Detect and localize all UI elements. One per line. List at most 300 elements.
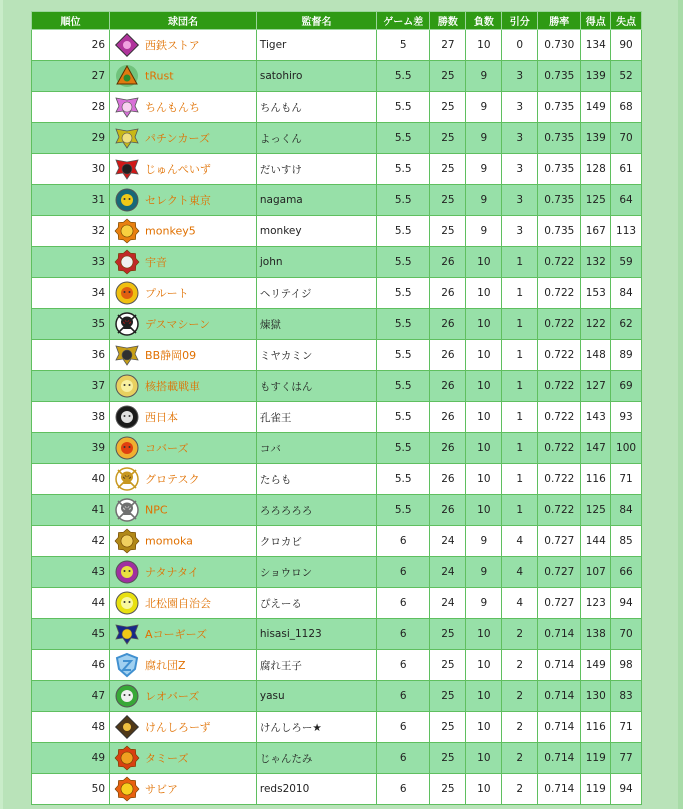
win-pct-cell: 0.722 [538, 309, 581, 340]
team-emblem-icon[interactable] [114, 528, 140, 554]
team-cell [110, 464, 257, 495]
draws-cell: 2 [502, 681, 538, 712]
draws-cell: 1 [502, 247, 538, 278]
team-cell [110, 557, 257, 588]
manager-cell: コバ [256, 433, 376, 464]
rank-cell: 37 [32, 371, 110, 402]
team-emblem-icon[interactable] [114, 497, 140, 523]
draws-cell: 1 [502, 278, 538, 309]
team-link[interactable]: 腐れ団Z [145, 659, 186, 672]
draws-cell: 1 [502, 433, 538, 464]
wins-cell: 24 [430, 557, 466, 588]
runs-scored-cell: 148 [581, 340, 611, 371]
header-rank: 順位 [32, 12, 110, 30]
games-behind-cell: 5.5 [377, 371, 430, 402]
team-cell [110, 30, 257, 61]
runs-allowed-cell: 84 [611, 495, 642, 526]
games-behind-cell: 5.5 [377, 278, 430, 309]
team-cell [110, 681, 257, 712]
manager-cell: もすくはん [256, 371, 376, 402]
team-link[interactable]: Aコーギーズ [145, 628, 208, 641]
manager-cell: けんしろー★ [256, 712, 376, 743]
games-behind-cell: 5.5 [377, 433, 430, 464]
games-behind-cell: 6 [377, 712, 430, 743]
wins-cell: 26 [430, 495, 466, 526]
team-link[interactable]: 北松園自治会 [145, 597, 212, 610]
header-runs-allowed: 失点 [611, 12, 642, 30]
team-emblem-icon[interactable] [114, 590, 140, 616]
table-row [32, 309, 642, 340]
games-behind-cell: 5.5 [377, 464, 430, 495]
team-cell [110, 526, 257, 557]
win-pct-cell: 0.735 [538, 185, 581, 216]
manager-cell: hisasi_1123 [256, 619, 376, 650]
team-link[interactable]: セレクト東京 [145, 194, 211, 207]
team-link[interactable]: タミーズ [145, 752, 189, 765]
table-row [32, 743, 642, 774]
draws-cell: 4 [502, 588, 538, 619]
losses-cell: 10 [466, 774, 502, 805]
runs-scored-cell: 139 [581, 61, 611, 92]
runs-allowed-cell: 52 [611, 61, 642, 92]
runs-scored-cell: 143 [581, 402, 611, 433]
manager-cell: Tiger [256, 30, 376, 61]
table-row [32, 464, 642, 495]
wins-cell: 24 [430, 588, 466, 619]
win-pct-cell: 0.735 [538, 154, 581, 185]
wins-cell: 26 [430, 309, 466, 340]
games-behind-cell: 6 [377, 619, 430, 650]
runs-allowed-cell: 64 [611, 185, 642, 216]
losses-cell: 10 [466, 278, 502, 309]
manager-cell: だいすけ [256, 154, 376, 185]
draws-cell: 2 [502, 619, 538, 650]
team-emblem-icon[interactable] [114, 714, 140, 740]
manager-cell: 腐れ王子 [256, 650, 376, 681]
wins-cell: 25 [430, 681, 466, 712]
team-emblem-icon[interactable] [114, 776, 140, 802]
losses-cell: 9 [466, 123, 502, 154]
runs-scored-cell: 139 [581, 123, 611, 154]
win-pct-cell: 0.714 [538, 712, 581, 743]
win-pct-cell: 0.714 [538, 650, 581, 681]
team-link[interactable]: サビア [145, 783, 179, 796]
team-cell [110, 340, 257, 371]
team-emblem-icon[interactable] [114, 683, 140, 709]
win-pct-cell: 0.714 [538, 774, 581, 805]
runs-scored-cell: 149 [581, 92, 611, 123]
draws-cell: 1 [502, 371, 538, 402]
wins-cell: 25 [430, 154, 466, 185]
win-pct-cell: 0.730 [538, 30, 581, 61]
team-emblem-icon[interactable] [114, 559, 140, 585]
rank-cell: 45 [32, 619, 110, 650]
runs-allowed-cell: 94 [611, 774, 642, 805]
wins-cell: 25 [430, 92, 466, 123]
losses-cell: 10 [466, 30, 502, 61]
losses-cell: 9 [466, 216, 502, 247]
manager-cell: nagama [256, 185, 376, 216]
team-emblem-icon[interactable] [114, 466, 140, 492]
rank-cell: 30 [32, 154, 110, 185]
team-link[interactable]: 西日本 [145, 411, 179, 424]
draws-cell: 0 [502, 30, 538, 61]
games-behind-cell: 5.5 [377, 154, 430, 185]
team-link[interactable]: momoka [145, 534, 193, 548]
draws-cell: 2 [502, 774, 538, 805]
win-pct-cell: 0.727 [538, 526, 581, 557]
games-behind-cell: 5.5 [377, 123, 430, 154]
losses-cell: 10 [466, 495, 502, 526]
runs-allowed-cell: 94 [611, 588, 642, 619]
team-cell [110, 774, 257, 805]
draws-cell: 1 [502, 340, 538, 371]
team-emblem-icon[interactable] [114, 125, 140, 151]
win-pct-cell: 0.722 [538, 464, 581, 495]
team-link[interactable]: レオバーズ [145, 690, 200, 703]
manager-cell: reds2010 [256, 774, 376, 805]
rank-cell: 39 [32, 433, 110, 464]
manager-cell: monkey [256, 216, 376, 247]
team-cell [110, 185, 257, 216]
runs-scored-cell: 138 [581, 619, 611, 650]
losses-cell: 9 [466, 61, 502, 92]
losses-cell: 10 [466, 402, 502, 433]
manager-cell: ぴえーる [256, 588, 376, 619]
draws-cell: 1 [502, 309, 538, 340]
table-row [32, 123, 642, 154]
wins-cell: 25 [430, 743, 466, 774]
rank-cell: 31 [32, 185, 110, 216]
wins-cell: 25 [430, 774, 466, 805]
games-behind-cell: 5.5 [377, 61, 430, 92]
team-emblem-icon[interactable] [114, 745, 140, 771]
rank-cell: 38 [32, 402, 110, 433]
runs-allowed-cell: 84 [611, 278, 642, 309]
losses-cell: 10 [466, 712, 502, 743]
draws-cell: 2 [502, 743, 538, 774]
rank-cell: 43 [32, 557, 110, 588]
wins-cell: 27 [430, 30, 466, 61]
table-row [32, 433, 642, 464]
table-row [32, 495, 642, 526]
manager-cell: john [256, 247, 376, 278]
team-cell [110, 216, 257, 247]
losses-cell: 10 [466, 309, 502, 340]
wins-cell: 26 [430, 371, 466, 402]
team-emblem-icon[interactable] [114, 218, 140, 244]
team-cell [110, 123, 257, 154]
team-cell [110, 92, 257, 123]
runs-allowed-cell: 98 [611, 650, 642, 681]
win-pct-cell: 0.727 [538, 557, 581, 588]
team-link[interactable]: 核搭載戦車 [145, 380, 201, 393]
wins-cell: 26 [430, 402, 466, 433]
runs-allowed-cell: 59 [611, 247, 642, 278]
team-emblem-icon[interactable] [114, 311, 140, 337]
manager-cell: ろろろろろ [256, 495, 376, 526]
table-row [32, 92, 642, 123]
runs-allowed-cell: 70 [611, 619, 642, 650]
wins-cell: 26 [430, 433, 466, 464]
games-behind-cell: 5.5 [377, 495, 430, 526]
header-draws: 引分 [502, 12, 538, 30]
draws-cell: 3 [502, 61, 538, 92]
team-cell [110, 154, 257, 185]
team-link[interactable]: グロテスク [145, 473, 200, 486]
games-behind-cell: 6 [377, 526, 430, 557]
table-row [32, 30, 642, 61]
rank-cell: 41 [32, 495, 110, 526]
wins-cell: 25 [430, 650, 466, 681]
table-row [32, 61, 642, 92]
table-row [32, 247, 642, 278]
games-behind-cell: 5.5 [377, 247, 430, 278]
team-emblem-icon[interactable] [114, 32, 140, 58]
draws-cell: 3 [502, 92, 538, 123]
team-emblem-icon[interactable] [114, 621, 140, 647]
wins-cell: 26 [430, 247, 466, 278]
rank-cell: 42 [32, 526, 110, 557]
team-cell [110, 278, 257, 309]
rank-cell: 32 [32, 216, 110, 247]
games-behind-cell: 6 [377, 681, 430, 712]
team-emblem-icon[interactable] [114, 156, 140, 182]
games-behind-cell: 6 [377, 743, 430, 774]
team-cell [110, 712, 257, 743]
draws-cell: 1 [502, 402, 538, 433]
team-link[interactable]: NPC [145, 503, 168, 517]
manager-cell: クロカビ [256, 526, 376, 557]
games-behind-cell: 5.5 [377, 340, 430, 371]
games-behind-cell: 6 [377, 774, 430, 805]
runs-scored-cell: 130 [581, 681, 611, 712]
team-link[interactable]: ナタナタイ [145, 566, 199, 579]
header-win-pct: 勝率 [538, 12, 581, 30]
team-link[interactable]: プルート [145, 287, 189, 300]
wins-cell: 24 [430, 526, 466, 557]
losses-cell: 10 [466, 619, 502, 650]
games-behind-cell: 5.5 [377, 185, 430, 216]
wins-cell: 26 [430, 278, 466, 309]
header-wins: 勝数 [430, 12, 466, 30]
runs-scored-cell: 128 [581, 154, 611, 185]
win-pct-cell: 0.714 [538, 743, 581, 774]
team-link[interactable]: けんしろーず [145, 721, 211, 734]
team-emblem-icon[interactable] [114, 404, 140, 430]
rank-cell: 29 [32, 123, 110, 154]
games-behind-cell: 6 [377, 588, 430, 619]
rank-cell: 50 [32, 774, 110, 805]
draws-cell: 3 [502, 216, 538, 247]
team-cell [110, 743, 257, 774]
games-behind-cell: 5.5 [377, 216, 430, 247]
team-cell [110, 495, 257, 526]
team-cell [110, 309, 257, 340]
rank-cell: 46 [32, 650, 110, 681]
games-behind-cell: 5 [377, 30, 430, 61]
table-row [32, 712, 642, 743]
team-cell [110, 433, 257, 464]
wins-cell: 25 [430, 216, 466, 247]
win-pct-cell: 0.735 [538, 92, 581, 123]
header-losses: 負数 [466, 12, 502, 30]
runs-scored-cell: 134 [581, 30, 611, 61]
team-emblem-icon[interactable] [114, 94, 140, 120]
win-pct-cell: 0.722 [538, 340, 581, 371]
team-cell [110, 61, 257, 92]
win-pct-cell: 0.735 [538, 216, 581, 247]
team-link[interactable]: コバーズ [145, 442, 189, 455]
runs-allowed-cell: 90 [611, 30, 642, 61]
runs-scored-cell: 125 [581, 495, 611, 526]
manager-cell: よっくん [256, 123, 376, 154]
table-row [32, 557, 642, 588]
team-emblem-icon[interactable] [114, 435, 140, 461]
team-link[interactable]: monkey5 [145, 224, 196, 238]
rank-cell: 27 [32, 61, 110, 92]
draws-cell: 1 [502, 495, 538, 526]
rank-cell: 35 [32, 309, 110, 340]
games-behind-cell: 5.5 [377, 309, 430, 340]
runs-scored-cell: 153 [581, 278, 611, 309]
rank-cell: 48 [32, 712, 110, 743]
runs-allowed-cell: 100 [611, 433, 642, 464]
team-emblem-icon[interactable] [114, 187, 140, 213]
team-emblem-icon[interactable] [114, 280, 140, 306]
runs-scored-cell: 167 [581, 216, 611, 247]
table-header-row [32, 12, 642, 30]
runs-allowed-cell: 68 [611, 92, 642, 123]
runs-scored-cell: 147 [581, 433, 611, 464]
team-link[interactable]: パチンカーズ [145, 132, 210, 145]
runs-allowed-cell: 69 [611, 371, 642, 402]
games-behind-cell: 5.5 [377, 402, 430, 433]
win-pct-cell: 0.722 [538, 247, 581, 278]
team-link[interactable]: 西鉄ストア [145, 39, 200, 52]
runs-scored-cell: 149 [581, 650, 611, 681]
runs-allowed-cell: 66 [611, 557, 642, 588]
team-link[interactable]: 宇音 [145, 256, 168, 269]
team-emblem-icon[interactable] [114, 63, 140, 89]
wins-cell: 25 [430, 619, 466, 650]
team-link[interactable]: デスマシーン [145, 318, 211, 331]
team-link[interactable]: じゅんぺいず [145, 163, 211, 176]
table-row [32, 340, 642, 371]
runs-allowed-cell: 113 [611, 216, 642, 247]
losses-cell: 9 [466, 588, 502, 619]
wins-cell: 26 [430, 464, 466, 495]
rank-cell: 34 [32, 278, 110, 309]
games-behind-cell: 5.5 [377, 92, 430, 123]
header-runs-scored: 得点 [581, 12, 611, 30]
losses-cell: 9 [466, 154, 502, 185]
team-emblem-icon[interactable] [114, 373, 140, 399]
draws-cell: 4 [502, 557, 538, 588]
table-row [32, 371, 642, 402]
team-emblem-icon[interactable] [114, 249, 140, 275]
draws-cell: 2 [502, 712, 538, 743]
losses-cell: 9 [466, 526, 502, 557]
runs-allowed-cell: 85 [611, 526, 642, 557]
draws-cell: 3 [502, 123, 538, 154]
win-pct-cell: 0.735 [538, 123, 581, 154]
table-row [32, 402, 642, 433]
runs-allowed-cell: 89 [611, 340, 642, 371]
team-cell [110, 247, 257, 278]
manager-cell: ちんもん [256, 92, 376, 123]
draws-cell: 1 [502, 464, 538, 495]
rank-cell: 33 [32, 247, 110, 278]
table-row [32, 681, 642, 712]
runs-scored-cell: 132 [581, 247, 611, 278]
losses-cell: 10 [466, 247, 502, 278]
losses-cell: 9 [466, 92, 502, 123]
table-row [32, 619, 642, 650]
runs-allowed-cell: 77 [611, 743, 642, 774]
runs-allowed-cell: 62 [611, 309, 642, 340]
table-row [32, 154, 642, 185]
team-cell [110, 371, 257, 402]
wins-cell: 25 [430, 61, 466, 92]
manager-cell: じゃんたみ [256, 743, 376, 774]
team-cell [110, 619, 257, 650]
losses-cell: 10 [466, 681, 502, 712]
runs-scored-cell: 116 [581, 712, 611, 743]
team-emblem-icon[interactable] [114, 652, 140, 678]
runs-allowed-cell: 70 [611, 123, 642, 154]
runs-scored-cell: 127 [581, 371, 611, 402]
team-cell [110, 588, 257, 619]
team-link[interactable]: tRust [145, 69, 174, 83]
right-scroll-edge [678, 0, 683, 809]
manager-cell: ショウロン [256, 557, 376, 588]
team-cell [110, 402, 257, 433]
win-pct-cell: 0.722 [538, 402, 581, 433]
draws-cell: 3 [502, 185, 538, 216]
table-row [32, 216, 642, 247]
rank-cell: 28 [32, 92, 110, 123]
manager-cell: ミヤカミン [256, 340, 376, 371]
header-games-behind: ゲーム差 [377, 12, 430, 30]
manager-cell: 煉獄 [256, 309, 376, 340]
wins-cell: 25 [430, 185, 466, 216]
win-pct-cell: 0.735 [538, 61, 581, 92]
runs-scored-cell: 122 [581, 309, 611, 340]
rank-cell: 44 [32, 588, 110, 619]
standings-table [31, 11, 642, 805]
team-cell [110, 650, 257, 681]
team-emblem-icon[interactable] [114, 342, 140, 368]
losses-cell: 9 [466, 185, 502, 216]
team-link[interactable]: ちんもんち [145, 101, 201, 114]
win-pct-cell: 0.722 [538, 278, 581, 309]
manager-cell: ヘリテイジ [256, 278, 376, 309]
runs-scored-cell: 116 [581, 464, 611, 495]
runs-allowed-cell: 61 [611, 154, 642, 185]
rank-cell: 47 [32, 681, 110, 712]
team-link[interactable]: BB静岡09 [145, 349, 197, 362]
manager-cell: 孔雀王 [256, 402, 376, 433]
draws-cell: 2 [502, 650, 538, 681]
runs-scored-cell: 125 [581, 185, 611, 216]
losses-cell: 10 [466, 371, 502, 402]
header-manager: 監督名 [256, 12, 376, 30]
rank-cell: 49 [32, 743, 110, 774]
win-pct-cell: 0.722 [538, 433, 581, 464]
losses-cell: 10 [466, 433, 502, 464]
manager-cell: たらも [256, 464, 376, 495]
